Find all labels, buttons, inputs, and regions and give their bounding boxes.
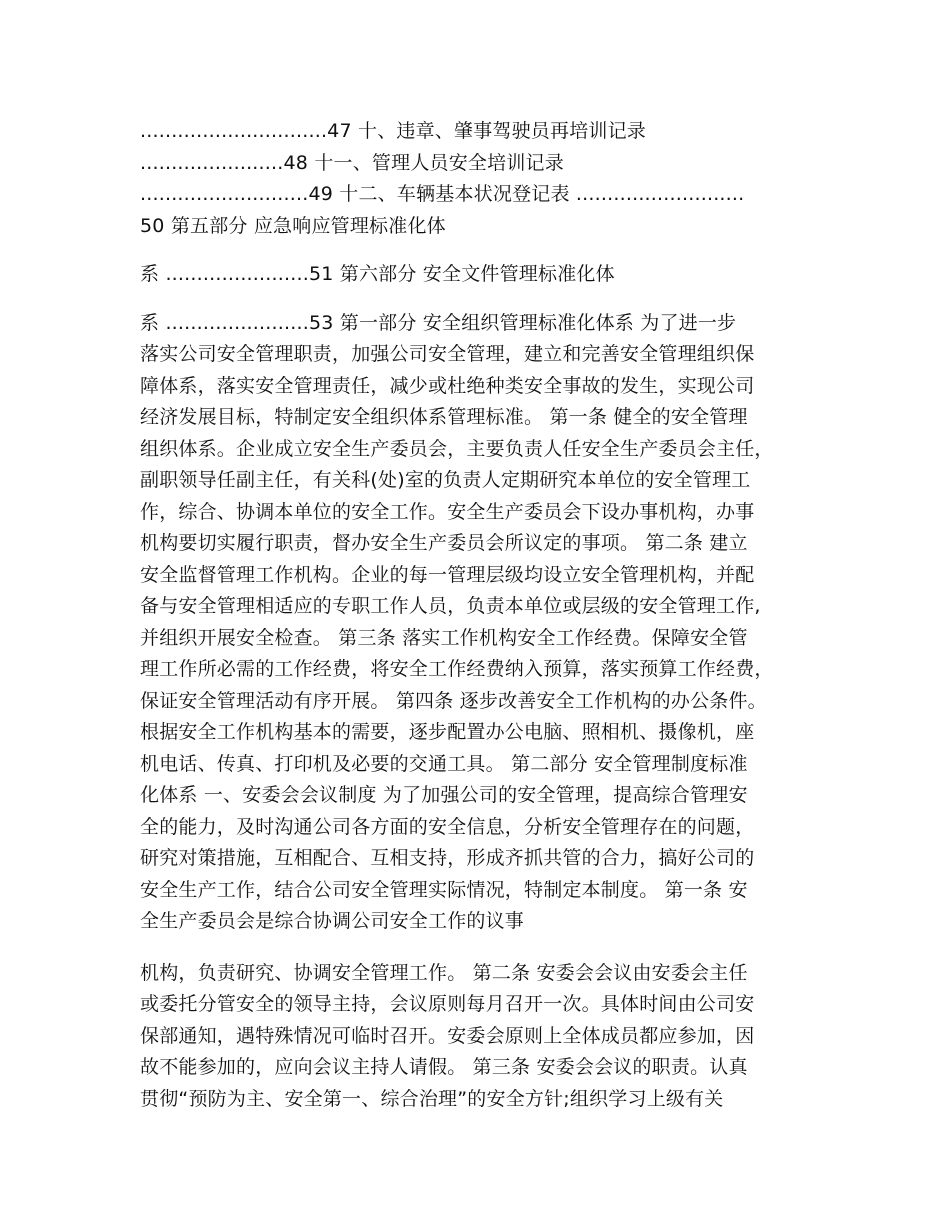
text-line: 50 第五部分 应急响应管理标准化体 (140, 214, 446, 237)
text-line: 系 .......................53 第一部分 安全组织管理标准化体系 为了进一步 (140, 311, 737, 334)
toc-block-2 (140, 259, 820, 291)
text-line: 故不能参加的，应向会议主持人请假。 第三条 安委会会议的职责。认真 (140, 1056, 748, 1078)
text-line: 理工作所必需的工作经费，将安全工作经费纳入预算，落实预算工作经费， (140, 658, 774, 680)
text-line: 副职领导任副主任，有关科(处)室的负责人定期研究本单位的安全管理工 (140, 469, 751, 491)
text-line: ..............................47 十、违章、肇事驾驶员再培训记录 (140, 120, 647, 142)
body-paragraph-2 (140, 958, 820, 1116)
text-line: 机构要切实履行职责，督办安全生产委员会所议定的事项。 第二条 建立 (140, 532, 748, 554)
text-line: 安全监督管理工作机构。企业的每一管理层级均设立安全管理机构，并配 (140, 563, 755, 586)
text-line: 并组织开展安全检查。 第三条 落实工作机构安全工作经费。保障安全管 (140, 626, 748, 649)
text-line: 贯彻“预防为主、安全第一、综合治理”的安全方针;组织学习上级有关 (140, 1087, 724, 1110)
text-line: 安全生产工作，结合公司安全管理实际情况，特制定本制度。 第一条 安 (140, 878, 748, 901)
document-body (140, 116, 820, 1115)
text-line: 全的能力，及时沟通公司各方面的安全信息，分析安全管理存在的问题， (140, 815, 755, 838)
text-line: 落实公司安全管理职责，加强公司安全管理，建立和完善安全管理组织保 (140, 343, 755, 365)
text-line: 保部通知，遇特殊情况可临时召开。安委会原则上全体成员都应参加，因 (140, 1024, 755, 1047)
text-line: 全生产委员会是综合协调公司安全工作的议事 (140, 910, 525, 932)
text-line: 保证安全管理活动有序开展。 第四条 逐步改善安全工作机构的办公条件。 (140, 689, 767, 712)
text-line: 化体系 一、安委会会议制度 为了加强公司的安全管理，提高综合管理安 (140, 784, 748, 806)
text-line: 或委托分管安全的领导主持，会议原则每月召开一次。具体时间由公司安 (140, 993, 755, 1015)
text-line: 经济发展目标，特制定安全组织体系管理标准。 第一条 健全的安全管理 (140, 406, 748, 428)
body-paragraph-1 (140, 308, 820, 938)
text-line: 作，综合、协调本单位的安全工作。安全生产委员会下设办事机构，办事 (140, 500, 755, 523)
text-line: 组织体系。企业成立安全生产委员会，主要负责人任安全生产委员会主任， (140, 437, 774, 460)
text-line: 系 .......................51 第六部分 安全文件管理标准化体 (140, 263, 615, 285)
text-line: 机构，负责研究、协调安全管理工作。 第二条 安委会会议由安委会主任 (140, 961, 748, 984)
text-line: 根据安全工作机构基本的需要，逐步配置办公电脑、照相机、摄像机，座 (140, 721, 755, 743)
text-line: 机电话、传真、打印机及必要的交通工具。 第二部分 安全管理制度标准 (140, 752, 748, 775)
text-line: 研究对策措施，互相配合、互相支持，形成齐抓共管的合力，搞好公司的 (140, 847, 755, 869)
text-line: 备与安全管理相适应的专职工作人员，负责本单位或层级的安全管理工作, (140, 595, 761, 617)
text-line: .......................48 十一、管理人员安全培训记录 (140, 151, 564, 174)
toc-block (140, 116, 820, 242)
text-line: ...........................49 十二、车辆基本状况登记表 ........................... (140, 183, 745, 205)
text-line: 障体系，落实安全管理责任，减少或杜绝种类安全事故的发生，实现公司 (140, 374, 755, 397)
